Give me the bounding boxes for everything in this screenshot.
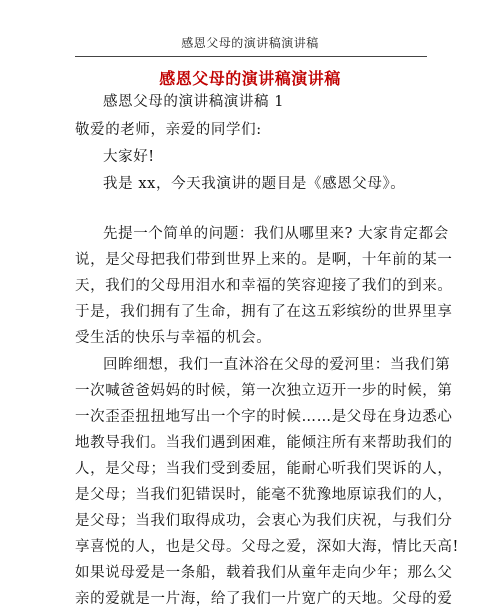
intro-line: 我是 xx，今天我演讲的题目是《感恩父母》。 [103,176,406,192]
paragraph-line: 受生活的快乐与幸福的机会。 [75,330,272,346]
page-header-title: 感恩父母的演讲稿演讲稿 [181,36,319,50]
paragraph-line: 于是，我们拥有了生命，拥有了在这五彩缤纷的世界里享 [75,304,453,320]
greeting-line: 大家好! [103,149,155,165]
paragraph-line: 地教导我们。当我们遇到困难，能倾注所有来帮助我们的 [75,435,453,451]
paragraph-line: 先提一个简单的问题：我们从哪里来? 大家肯定都会 [103,226,449,242]
header-divider [75,56,427,57]
paragraph-line: 天，我们的父母用泪水和幸福的笑容迎接了我们的到来。 [75,278,453,294]
paragraph-line: 人，是父母；当我们受到委屈，能耐心听我们哭诉的人， [75,461,453,477]
paragraph-line: 说，是父母把我们带到世界上来的。是啊，十年前的某一 [75,252,453,268]
paragraph-line: 享喜悦的人，也是父母。父母之爱，深如大海，情比天高! [75,539,459,555]
paragraph-line: 是父母；当我们犯错误时，能毫不犹豫地原谅我们的人， [75,487,453,503]
document-title: 感恩父母的演讲稿演讲稿 [159,69,341,88]
document-subtitle: 感恩父母的演讲稿演讲稿 1 [103,94,285,110]
paragraph-line: 如果说母爱是一条船，载着我们从童年走向少年；那么父 [75,565,453,581]
salutation-line: 敬爱的老师，亲爱的同学们: [75,122,262,138]
paragraph-line: 一次喊爸爸妈妈的时候，第一次独立迈开一步的时候，第 [75,383,453,399]
paragraph-line: 一次歪歪扭扭地写出一个字的时候……是父母在身边悉心 [75,409,453,425]
paragraph-line: 回眸细想，我们一直沐浴在父母的爱河里：当我们第 [103,357,451,373]
paragraph-line: 是父母；当我们取得成功，会衷心为我们庆祝，与我们分 [75,513,453,529]
paragraph-line: 亲的爱就是一片海，给了我们一片宽广的天地。父母的爱 [75,591,453,607]
